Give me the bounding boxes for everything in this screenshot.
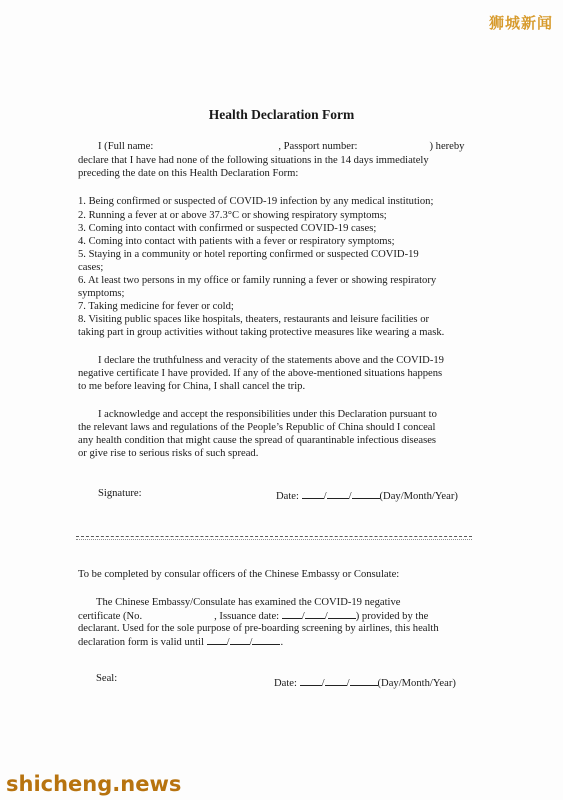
date-label: Date:	[276, 491, 299, 502]
day-field[interactable]	[302, 489, 324, 499]
list-item: 1. Being confirmed or suspected of COVID-19 infection by any medical institution;	[78, 196, 434, 207]
declaration-line: negative certificate I have provided. If any of the above-mentioned situations happens	[78, 368, 443, 379]
date-row: Date: / / (Day/Month/Year)	[276, 491, 458, 502]
declaration-line: to me before leaving for China, I shall cancel the trip.	[78, 381, 306, 392]
acknowledgement-line: I acknowledge and accept the responsibilities under this Declaration pursuant to	[98, 409, 437, 420]
date-format-hint: (Day/Month/Year)	[379, 491, 458, 502]
list-item-continued: symptoms;	[78, 288, 125, 299]
year-field[interactable]	[352, 489, 380, 499]
seal-day-field[interactable]	[300, 676, 322, 686]
hereby-text: ) hereby	[429, 141, 465, 152]
section-divider	[76, 536, 472, 537]
seal-label: Seal:	[96, 673, 118, 684]
consular-heading: To be completed by consular officers of the Chinese Embassy or Consulate:	[78, 569, 400, 580]
date-label: Date:	[274, 678, 297, 689]
valid-day-field[interactable]	[207, 635, 227, 645]
seal-month-field[interactable]	[325, 676, 347, 686]
list-item: 5. Staying in a community or hotel reporting confirmed or suspected COVID-19	[78, 249, 419, 260]
month-field[interactable]	[327, 489, 349, 499]
consular-line-1: The Chinese Embassy/Consulate has examined the COVID-19 negative	[96, 597, 401, 608]
full-name-label: I (Full name:	[98, 141, 154, 152]
watermark-logo-top: 狮城新闻	[488, 14, 553, 32]
consular-line-3: declarant. Used for the sole purpose of pre-boarding screening by airlines, this health	[78, 623, 439, 634]
watermark-site-bottom: shicheng.news	[6, 772, 182, 796]
list-item: 3. Coming into contact with confirmed or suspected COVID-19 cases;	[78, 223, 377, 234]
intro-line-1	[98, 140, 464, 153]
list-item: 6. At least two persons in my office or family running a fever or showing respiratory	[78, 275, 437, 286]
seal-date-row: Date: / / (Day/Month/Year)	[274, 678, 456, 689]
form-title: Health Declaration Form	[208, 107, 355, 122]
acknowledgement-line: any health condition that might cause the spread of quarantinable infectious diseases	[78, 435, 437, 446]
acknowledgement-line: the relevant laws and regulations of the People’s Republic of China should I conceal	[78, 422, 436, 433]
consular-line-2: certificate (No. , Issuance date: / / ) provided by the	[78, 611, 429, 622]
valid-until-label: declaration form is valid until	[78, 637, 204, 648]
valid-month-field[interactable]	[230, 635, 250, 645]
list-item: 7. Taking medicine for fever or cold;	[78, 301, 234, 312]
acknowledgement-line: or give rise to serious risks of such spread.	[78, 448, 259, 459]
issuance-day-field[interactable]	[282, 609, 302, 619]
issuance-date-label: , Issuance date:	[214, 611, 280, 622]
seal-year-field[interactable]	[350, 676, 378, 686]
list-item: 8. Visiting public spaces like hospitals, theaters, restaurants and leisure facilities or	[78, 314, 430, 325]
date-format-hint: (Day/Month/Year)	[377, 678, 456, 689]
list-item: 2. Running a fever at or above 37.3°C or showing respiratory symptoms;	[78, 210, 387, 221]
intro-line-3: preceding the date on this Health Declaration Form:	[78, 168, 299, 179]
certificate-no-label: certificate (No.	[78, 611, 143, 622]
section-divider-shadow	[76, 539, 472, 540]
declaration-line: I declare the truthfulness and veracity of the statements above and the COVID-19	[98, 355, 444, 366]
passport-number-label: , Passport number:	[278, 141, 358, 152]
signature-label: Signature:	[98, 488, 142, 499]
list-item: 4. Coming into contact with patients with a fever or respiratory symptoms;	[78, 236, 395, 247]
intro-line-2: declare that I have had none of the following situations in the 14 days immediately	[78, 155, 429, 166]
consular-line-4: declaration form is valid until / / .	[78, 637, 284, 648]
list-item-continued: taking part in group activities without taking protective measures like wearing a mask.	[78, 327, 445, 338]
valid-year-field[interactable]	[252, 635, 280, 645]
issuance-year-field[interactable]	[328, 609, 356, 619]
provided-by-text: ) provided by the	[355, 611, 429, 622]
issuance-month-field[interactable]	[305, 609, 325, 619]
list-item-continued: cases;	[78, 262, 104, 273]
